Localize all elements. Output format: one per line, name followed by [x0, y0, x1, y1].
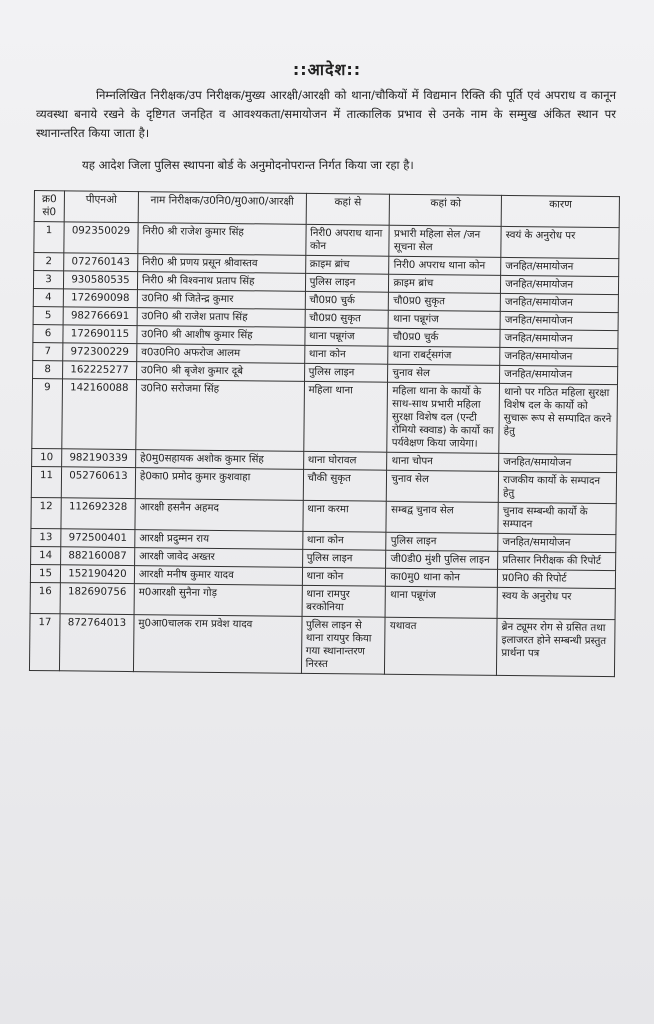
cell-serial: 16 [30, 582, 60, 613]
cell-from: थाना कोन [302, 531, 386, 550]
cell-from: चौकी सुकृत [303, 469, 387, 501]
cell-from: थाना रामपुर बरकोनिया [302, 585, 386, 617]
order-title: ::आदेश:: [292, 60, 362, 79]
cell-from: महिला थाना [303, 381, 388, 452]
cell-reason: प्रतिसार निरीक्षक की रिपोर्ट [498, 551, 616, 570]
cell-from: थाना करमा [303, 500, 387, 532]
cell-to: का0मु0 थाना कोन [386, 568, 498, 587]
table-body [29, 222, 619, 677]
cell-to: चौ0प्र0 सुकृत [389, 292, 501, 311]
cell-reason: जनहित/समायोजन [500, 293, 618, 312]
cell-to: थाना चोपन [387, 452, 499, 471]
cell-name: उ0नि0 श्री बृजेश कुमार दूबे [136, 362, 304, 382]
cell-reason: राजकीय कार्यो के सम्पादन हेतु [498, 471, 616, 503]
cell-from: थाना घोरावल [303, 451, 387, 470]
cell-reason: स्वयं के अनुरोध पर [501, 226, 619, 258]
cell-pno: 052760613 [61, 467, 135, 499]
cell-name: उ0नि0 सरोजमा सिंह [136, 380, 304, 452]
cell-name: हे0मु0सहायक अशोक कुमार सिंह [136, 450, 304, 470]
cell-name: आरक्षी हसनैन अहमद [135, 499, 303, 532]
col-header-reason: कारण [501, 195, 619, 227]
table-row [29, 613, 615, 676]
cell-reason: प्र0नि0 की रिपोर्ट [498, 569, 616, 588]
cell-pno: 972500401 [61, 529, 135, 548]
cell-from: चौ0प्र0 सुकृत [305, 309, 389, 328]
cell-pno: 112692328 [61, 498, 135, 530]
cell-name: आरक्षी जावेद अख्तर [135, 548, 303, 568]
cell-to: पुलिस लाइन [386, 532, 498, 551]
cell-reason: थानो पर गठित महिला सुरक्षा विशेष दल के कार्यो को सुचारू रूप से सम्पादित करने हेतु [499, 383, 618, 454]
cell-pno: 982190339 [62, 449, 136, 468]
cell-serial: 1 [34, 222, 64, 253]
cell-pno: 972300229 [63, 343, 137, 362]
cell-name: आरक्षी मनीष कुमार यादव [134, 566, 302, 586]
cell-from: पुलिस लाइन से थाना रायपुर किया गया स्थानान्तरण निरस्त [301, 616, 385, 674]
cell-name: निरी0 श्री राजेश कुमार सिंह [138, 223, 306, 256]
cell-name: निरी0 श्री प्रणय प्रसून श्रीवास्तव [138, 254, 306, 274]
cell-reason: जनहित/समायोजन [501, 275, 619, 294]
cell-reason: जनहित/समायोजन [500, 329, 618, 348]
cell-from: पुलिस लाइन [305, 273, 389, 292]
cell-serial: 7 [33, 342, 63, 360]
col-header-from: कहां से [306, 193, 390, 225]
cell-serial: 12 [31, 497, 61, 528]
cell-to: थाना पन्नूगंज [385, 586, 497, 618]
cell-to: सम्बद्व चुनाव सेल [386, 501, 498, 533]
cell-from: पुलिस लाइन [304, 363, 388, 382]
col-header-pno: पीएनओ [64, 191, 138, 223]
cell-to: जी0डी0 मुंशी पुलिस लाइन [386, 550, 498, 569]
cell-serial: 5 [33, 306, 63, 324]
cell-pno: 172690098 [63, 289, 137, 308]
cell-reason: चुनाव सम्बन्धी कार्यो के सम्पादन [498, 502, 616, 534]
cell-serial: 2 [34, 253, 64, 271]
col-header-serial: क्र0 सं0 [34, 191, 64, 222]
cell-to: चुनाव सेल [388, 364, 500, 383]
cell-serial: 13 [31, 528, 61, 546]
cell-from: थाना पन्नूगंज [304, 327, 388, 346]
cell-serial: 17 [29, 613, 60, 670]
cell-to: थाना पन्नूगंज [389, 310, 501, 329]
cell-name: निरी0 श्री विश्वनाथ प्रताप सिंह [137, 272, 305, 292]
cell-to: निरी0 अपराध थाना कोन [389, 256, 501, 275]
cell-serial: 15 [30, 564, 60, 582]
cell-to: चुनाव सेल [387, 470, 499, 502]
cell-serial: 10 [32, 448, 62, 466]
cell-pno: 182690756 [60, 583, 134, 615]
cell-serial: 14 [31, 546, 61, 564]
cell-name: हे0का0 प्रमोद कुमार कुशवाहा [135, 468, 303, 501]
cell-name: आरक्षी प्रदुम्मन राय [135, 530, 303, 550]
cell-pno: 930580535 [63, 271, 137, 290]
cell-from: पुलिस लाइन [302, 549, 386, 568]
cell-serial: 8 [33, 360, 63, 378]
cell-reason: जनहित/समायोजन [498, 533, 616, 552]
cell-name: व0उ0नि0 अफरोज आलम [137, 344, 305, 364]
cell-name: मु0आ0चालक राम प्रवेश यादव [133, 615, 301, 674]
cell-pno: 152190420 [60, 565, 134, 584]
cell-pno: 072760143 [64, 253, 138, 272]
cell-reason: ब्रेन ट्यूमर रोग से ग्रसित तथा इलाजरत होने सम्बन्धी प्रस्तुत प्रार्थना पत्र [497, 618, 615, 676]
cell-reason: जनहित/समायोजन [500, 365, 618, 384]
cell-from: क्राइम ब्रांच [305, 255, 389, 274]
cell-reason: जनहित/समायोजन [499, 453, 617, 472]
cell-reason: जनहित/समायोजन [500, 347, 618, 366]
intro-paragraph: निम्नलिखित निरीक्षक/उप निरीक्षक/मुख्य आरक्षी/आरक्षी को थाना/चौकियों में विद्यमान रिक्ति की पूर्ति एवं अपराध व कानून व्यवस्था बनाये रखने के दृष्टिगत जनहित व आवश्यकता/समायोजन में तात्कालिक प्रभाव से उनके नाम के सम्मुख अंकित स्थान पर स्थानान्तरित किया जाता है। [36, 88, 616, 140]
cell-from: थाना कोन [304, 345, 388, 364]
cell-name: उ0नि0 श्री आशीष कुमार सिंह [137, 326, 305, 346]
cell-pno: 092350029 [64, 222, 138, 254]
cell-to: चौ0प्र0 चुर्क [388, 328, 500, 347]
cell-reason: जनहित/समायोजन [500, 311, 618, 330]
cell-pno: 872764013 [59, 614, 134, 672]
cell-pno: 142160088 [62, 379, 137, 450]
col-header-name: नाम निरीक्षक/उ0नि0/मु0आ0/आरक्षी [138, 192, 306, 225]
cell-name: म0आरक्षी सुनैना गोड़ [134, 584, 302, 617]
cell-serial: 3 [33, 271, 63, 289]
cell-serial: 4 [33, 288, 63, 306]
table-row [32, 378, 618, 454]
cell-pno: 982766691 [63, 307, 137, 326]
cell-to: थाना राबर्ट्सगंज [388, 346, 500, 365]
cell-pno: 162225277 [62, 361, 136, 380]
cell-pno: 172690115 [63, 325, 137, 344]
cell-to: यथावत [385, 617, 497, 675]
cell-pno: 882160087 [61, 547, 135, 566]
cell-reason: जनहित/समायोजन [501, 257, 619, 276]
cell-from: निरी0 अपराध थाना कोन [305, 224, 389, 256]
cell-reason: स्वय के अनुरोध पर [497, 587, 615, 619]
cell-from: थाना कोन [302, 567, 386, 586]
transfer-table [29, 190, 620, 677]
approval-paragraph: यह आदेश जिला पुलिस स्थापना बोर्ड के अनुमोदनोपरान्त निर्गत किया जा रहा है। [82, 158, 414, 172]
cell-from: चौ0प्र0 चुर्क [305, 291, 389, 310]
cell-serial: 11 [31, 466, 61, 497]
cell-to: प्रभारी महिला सेल /जन सूचना सेल [389, 225, 501, 257]
cell-serial: 9 [32, 378, 63, 448]
cell-name: उ0नि0 श्री जितेन्द्र कुमार [137, 290, 305, 310]
cell-serial: 6 [33, 324, 63, 342]
cell-to: महिला थाना के कार्यो के साथ-साथ प्रभारी महिला सुरक्षा विशेष दल (एन्टी रोमियो स्क्वाड) के कार्यो का पर्यवेक्षण किया जायेगा। [387, 382, 499, 453]
col-header-to: कहां को [390, 194, 502, 226]
cell-to: क्राइम ब्रांच [389, 274, 501, 293]
cell-name: उ0नि0 श्री राजेश प्रताप सिंह [137, 308, 305, 328]
